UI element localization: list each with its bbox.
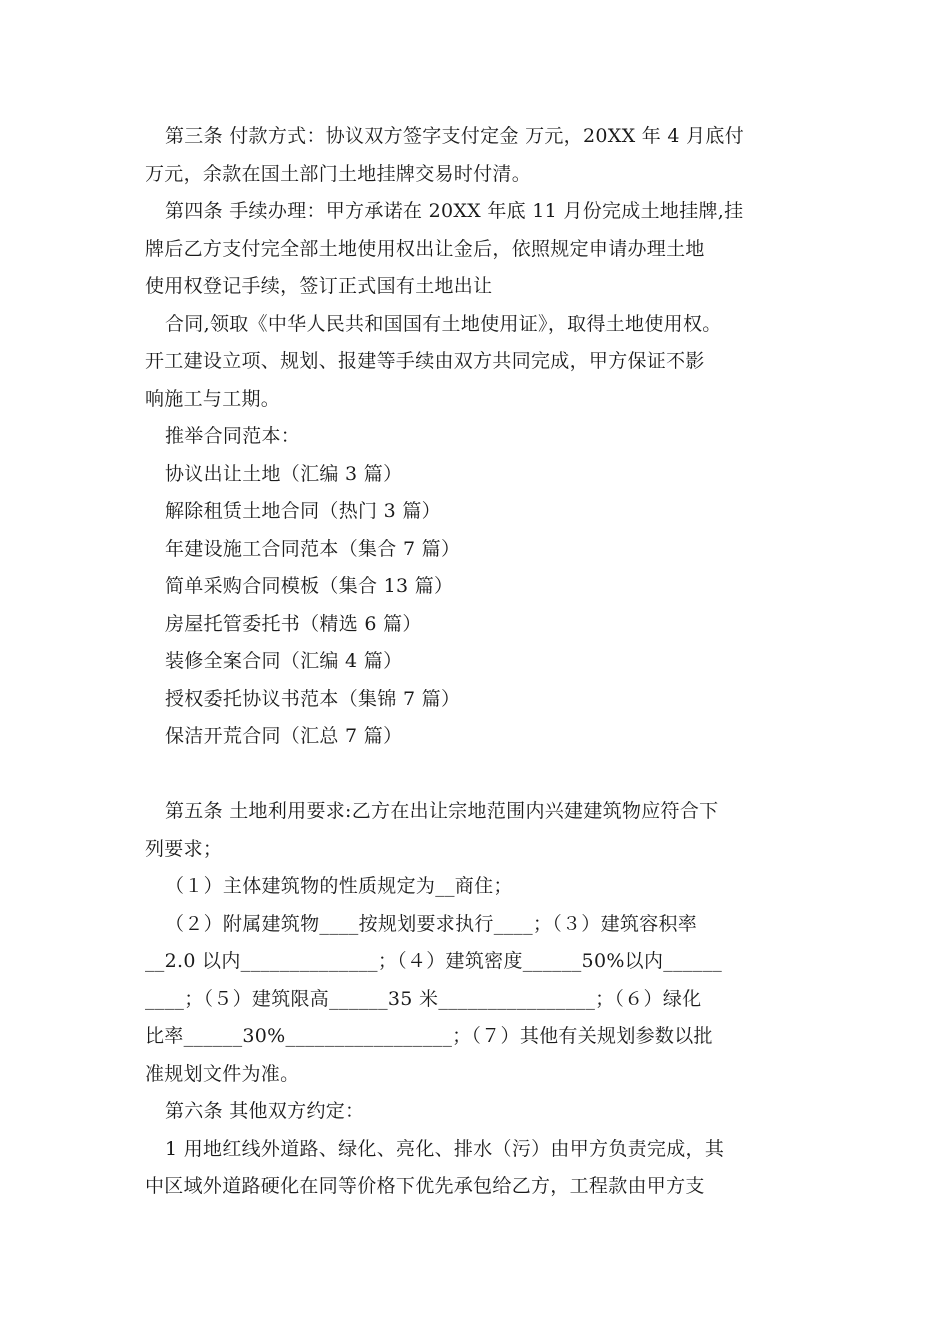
text-line: __2.0 以内______________；（４）建筑密度______50%以内______ [145, 950, 723, 972]
text-line [145, 756, 810, 794]
text-line: 第五条 土地利用要求:乙方在出让宗地范围内兴建建筑物应符合下 [165, 800, 719, 822]
text-line: 准规划文件为准。 [145, 1062, 300, 1085]
text-line: 简单采购合同模板（集合 13 篇） [165, 575, 454, 597]
text-line: 开工建设立项、规划、报建等手续由双方共同完成，甲方保证不影 [145, 350, 705, 372]
text-line: 第四条 手续办理：甲方承诺在 20XX 年底 11 月份完成土地挂牌,挂 [165, 200, 744, 222]
text-line: 万元，余款在国土部门土地挂牌交易时付清。 [145, 162, 532, 185]
text-line: 使用权登记手续，签订正式国有土地出让 [145, 275, 493, 297]
text-line: ____；（５）建筑限高______35 米________________；（６）绿化 [145, 987, 702, 1010]
text-line: 列要求； [145, 837, 223, 860]
text-line: 牌后乙方支付完全部土地使用权出让金后，依照规定申请办理土地 [145, 237, 705, 260]
text-line: 推举合同范本： [165, 425, 301, 447]
text-line: 1 用地红线外道路、绿化、亮化、排水（污）由甲方负责完成，其 [165, 1137, 725, 1160]
text-line: 保洁开荒合同（汇总 7 篇） [165, 725, 403, 747]
text-line: 解除租赁土地合同（热门 3 篇） [165, 500, 441, 522]
text-line: 年建设施工合同范本（集合 7 篇） [165, 537, 461, 560]
text-line: 房屋托管委托书（精选 6 篇） [165, 612, 422, 635]
document-body [145, 118, 810, 1206]
text-line: 合同,领取《中华人民共和国国有土地使用证》，取得土地使用权。 [165, 312, 722, 335]
text-line: 第六条 其他双方约定： [165, 1100, 365, 1122]
text-line: 比率______30%_________________；（７）其他有关规划参数以批 [145, 1025, 713, 1047]
text-line: 协议出让土地（汇编 3 篇） [165, 462, 403, 485]
text-line: 装修全案合同（汇编 4 篇） [165, 650, 403, 672]
text-line: 中区域外道路硬化在同等价格下优先承包给乙方，工程款由甲方支 [145, 1175, 705, 1197]
text-line: （２）附属建筑物____按规划要求执行____；（３）建筑容积率 [165, 912, 698, 935]
text-line: 第三条 付款方式：协议双方签字支付定金 万元，20XX 年 4 月底付 [165, 125, 745, 147]
text-line: 响施工与工期。 [145, 387, 281, 410]
text-line: 授权委托协议书范本（集锦 7 篇） [165, 687, 461, 710]
text-line: （１）主体建筑物的性质规定为__商住； [165, 875, 513, 897]
